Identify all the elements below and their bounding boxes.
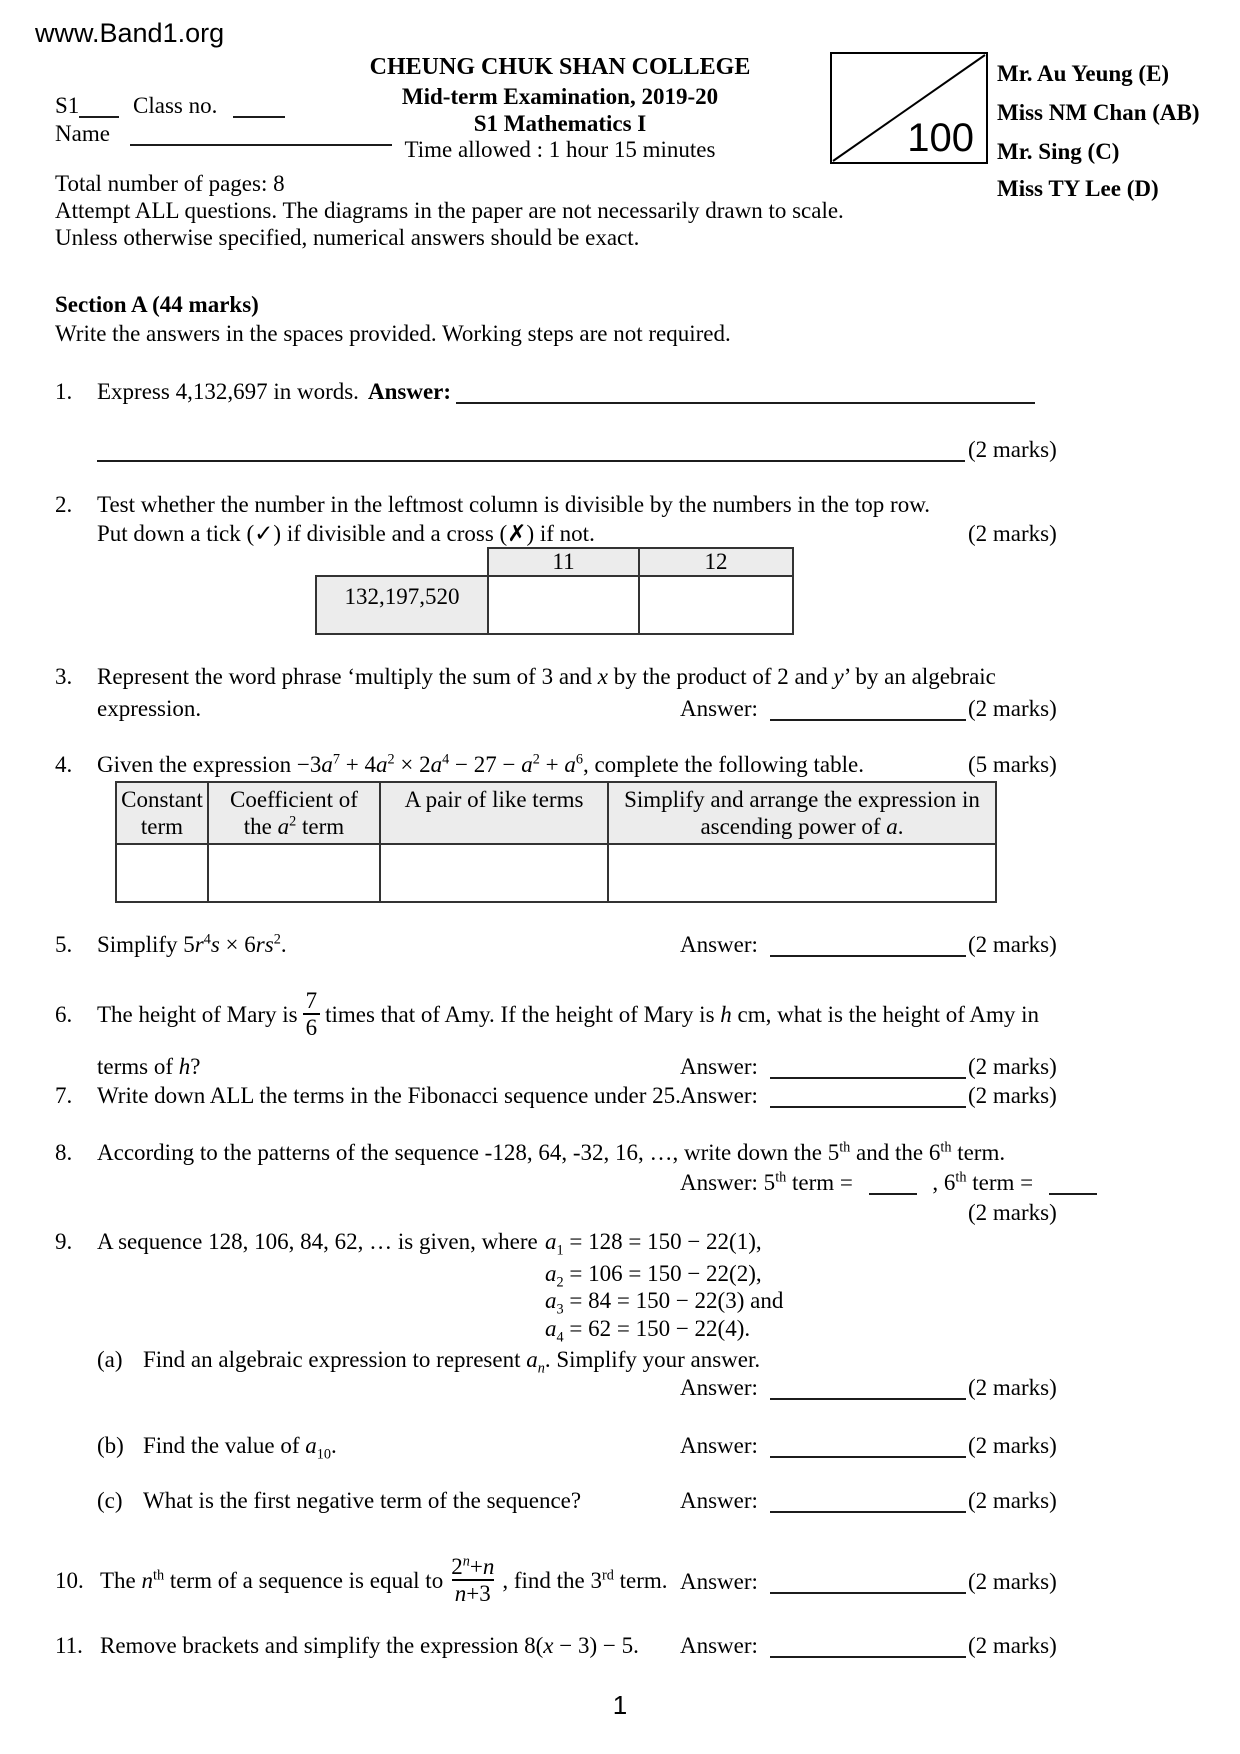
question-text: Test whether the number in the leftmost column is divisible by the numbers in the top row. bbox=[97, 492, 931, 517]
teacher-name: Mr. Sing (C) bbox=[997, 139, 1120, 164]
answer-blank[interactable] bbox=[456, 378, 1035, 404]
q4-answer-cell-4[interactable] bbox=[609, 845, 997, 903]
q5-row bbox=[0, 931, 1240, 961]
question-text: What is the first negative term of the sequence? bbox=[143, 1488, 582, 1513]
q2-row-label: 132,197,520 bbox=[315, 575, 489, 635]
q6-row1 bbox=[55, 985, 1039, 1043]
q4-answer-cell-1[interactable] bbox=[117, 845, 209, 903]
question-text: According to the patterns of the sequence -128, 64, -32, 16, …, write down the 5th and the 6th term. bbox=[97, 1139, 1006, 1165]
question-text: , find the 3rd term. bbox=[502, 1566, 668, 1593]
class-prefix: S1 bbox=[55, 93, 80, 118]
name-blank[interactable] bbox=[130, 122, 392, 146]
q8-answer-line: Answer: 5th term = , 6th term = bbox=[680, 1169, 1097, 1196]
answer-blank[interactable] bbox=[770, 1632, 966, 1658]
q9-row2 bbox=[0, 1260, 1240, 1290]
name-label: Name bbox=[55, 121, 110, 146]
marks-label: (2 marks) bbox=[968, 1375, 1057, 1400]
college-name: CHEUNG CHUK SHAN COLLEGE bbox=[369, 54, 751, 80]
answer-label: Answer: bbox=[680, 1054, 758, 1079]
time-allowed: Time allowed : 1 hour 15 minutes bbox=[404, 137, 716, 162]
marks-label: (2 marks) bbox=[968, 521, 1057, 546]
question-number: 10. bbox=[55, 1567, 84, 1593]
question-text: Remove brackets and simplify the expression 8(x − 3) − 5. bbox=[100, 1633, 639, 1658]
instruction-line: Attempt ALL questions. The diagrams in the paper are not necessarily drawn to scale. bbox=[55, 198, 844, 223]
question-number: 8. bbox=[55, 1140, 73, 1165]
question-text: The height of Mary is bbox=[97, 1001, 298, 1027]
q10-answer-row bbox=[0, 1568, 1240, 1598]
q9-equation: $a_4 = 62 = 150 - 22(4)$. bbox=[545, 1316, 751, 1346]
class-blank[interactable] bbox=[79, 94, 119, 118]
question-text: Find the value of $a_{10}$. bbox=[143, 1433, 337, 1463]
fraction-7-over-6: $\frac{7}{6}$ bbox=[303, 988, 321, 1041]
q4-table bbox=[115, 781, 997, 903]
q9-equation: $a_2 = 106 = 150 - 22(2)$, bbox=[545, 1261, 762, 1291]
subquestion-label: (a) bbox=[97, 1347, 123, 1372]
q1-row2 bbox=[0, 436, 1240, 466]
answer-blank[interactable] bbox=[770, 1082, 966, 1108]
answer-label: Answer: bbox=[368, 379, 452, 404]
answer-blank[interactable] bbox=[770, 931, 966, 957]
subject-title: S1 Mathematics I bbox=[473, 111, 647, 136]
question-text: A sequence 128, 106, 84, 62, … is given, where bbox=[97, 1229, 538, 1254]
question-number: 9. bbox=[55, 1229, 73, 1254]
q8-row2 bbox=[0, 1169, 1240, 1199]
total-pages: Total number of pages: 8 bbox=[55, 171, 285, 196]
teacher-name: Miss TY Lee (D) bbox=[997, 176, 1159, 201]
q4-header-constant-term: Constant term bbox=[117, 783, 209, 845]
q2-answer-cell-12[interactable] bbox=[638, 575, 794, 635]
answer-blank[interactable] bbox=[770, 1487, 966, 1513]
q4-header-like-terms: A pair of like terms bbox=[381, 783, 609, 845]
q9-row1 bbox=[0, 1228, 1240, 1258]
q2-answer-cell-11[interactable] bbox=[487, 575, 640, 635]
q7-row bbox=[0, 1082, 1240, 1112]
answer-label: Answer: bbox=[680, 1083, 758, 1108]
answer-blank[interactable] bbox=[97, 436, 965, 462]
marks-label: (2 marks) bbox=[968, 1433, 1057, 1458]
q4-answer-cell-2[interactable] bbox=[209, 845, 381, 903]
score-box bbox=[830, 52, 988, 164]
q9-equation: $a_3 = 84 = 150 - 22(3)$ and bbox=[545, 1288, 784, 1318]
answer-blank[interactable] bbox=[770, 1374, 966, 1400]
answer-label: Answer: bbox=[680, 1375, 758, 1400]
marks-label: (2 marks) bbox=[968, 1488, 1057, 1513]
fraction-2n-plus-n-over-n-plus-3: $\frac{2^n+n}{n+3}$ bbox=[451, 1553, 495, 1606]
answer-label: Answer: bbox=[680, 1569, 758, 1594]
marks-label: (2 marks) bbox=[968, 696, 1057, 721]
marks-label: (5 marks) bbox=[968, 752, 1057, 777]
answer-blank[interactable] bbox=[869, 1171, 917, 1195]
answer-label: Answer: bbox=[680, 932, 758, 957]
marks-label: (2 marks) bbox=[968, 437, 1057, 462]
answer-label: Answer: bbox=[680, 1433, 758, 1458]
exam-title: Mid-term Examination, 2019-20 bbox=[401, 84, 719, 109]
class-no-blank[interactable] bbox=[233, 94, 285, 118]
q9b-row bbox=[0, 1432, 1240, 1462]
question-number: 1. bbox=[55, 379, 73, 404]
question-text: The $n^{th}$ term of a sequence is equal to bbox=[100, 1566, 444, 1593]
q1-row bbox=[0, 378, 1240, 408]
q2-row2 bbox=[0, 520, 1240, 550]
question-number: 4. bbox=[55, 752, 73, 777]
question-text: Write down ALL the terms in the Fibonacci sequence under 25. bbox=[97, 1083, 681, 1108]
subquestion-label: (b) bbox=[97, 1433, 124, 1458]
q4-header-coefficient: Coefficient of the $a^2$ term bbox=[209, 783, 381, 845]
marks-label: (2 marks) bbox=[968, 1054, 1057, 1079]
question-number: 7. bbox=[55, 1083, 73, 1108]
teacher-name: Mr. Au Yeung (E) bbox=[997, 61, 1170, 86]
q8-row3 bbox=[0, 1199, 1240, 1229]
answer-label: Answer: bbox=[680, 696, 758, 721]
q9c-row bbox=[0, 1487, 1240, 1517]
question-text: Put down a tick (✓) if divisible and a cross (✗) if not. bbox=[97, 521, 595, 546]
q11-row bbox=[0, 1632, 1240, 1662]
answer-blank[interactable] bbox=[1049, 1171, 1097, 1195]
student-name-line bbox=[55, 120, 392, 147]
question-number: 6. bbox=[55, 1001, 73, 1027]
q2-col-header-11: 11 bbox=[487, 547, 640, 577]
class-no-label: Class no. bbox=[133, 93, 218, 118]
q4-row bbox=[0, 751, 1240, 781]
score-total: 100 bbox=[907, 116, 974, 160]
q8-row1 bbox=[0, 1139, 1240, 1169]
answer-label: Answer: bbox=[680, 1488, 758, 1513]
question-number: 11. bbox=[55, 1633, 83, 1658]
question-number: 2. bbox=[55, 492, 73, 517]
answer-blank[interactable] bbox=[770, 1568, 966, 1594]
page-number: 1 bbox=[612, 1690, 628, 1720]
instruction-line: Unless otherwise specified, numerical answers should be exact. bbox=[55, 225, 640, 250]
question-text: Represent the word phrase ‘multiply the sum of 3 and x by the product of 2 and y’ by an algebraic bbox=[97, 664, 996, 689]
question-text: Find an algebraic expression to represent $a_n$. Simplify your answer. bbox=[143, 1347, 761, 1377]
answer-blank[interactable] bbox=[770, 1432, 966, 1458]
q9-row3 bbox=[0, 1287, 1240, 1317]
q3-row2 bbox=[0, 695, 1240, 725]
marks-label: (2 marks) bbox=[968, 1633, 1057, 1658]
q9-row4 bbox=[0, 1315, 1240, 1345]
marks-label: (2 marks) bbox=[968, 932, 1057, 957]
question-text: expression. bbox=[97, 696, 202, 721]
marks-label: (2 marks) bbox=[968, 1569, 1057, 1594]
question-text: times that of Amy. If the height of Mary is h cm, what is the height of Amy in bbox=[325, 1001, 1040, 1027]
q9a-row bbox=[0, 1346, 1240, 1376]
q2-col-header-12: 12 bbox=[638, 547, 794, 577]
marks-label: (2 marks) bbox=[968, 1083, 1057, 1108]
site-watermark: www.Band1.org bbox=[35, 18, 225, 48]
answer-blank[interactable] bbox=[770, 695, 966, 721]
answer-label: Answer: bbox=[680, 1633, 758, 1658]
question-text: Simplify $5r^4s \times 6rs^2$. bbox=[97, 931, 287, 957]
q6-row2 bbox=[0, 1053, 1240, 1083]
question-text: terms of h? bbox=[97, 1054, 201, 1079]
section-a-subtitle: Write the answers in the spaces provided. Working steps are not required. bbox=[55, 321, 731, 346]
q4-header-simplify: Simplify and arrange the expression in ascending power of a. bbox=[609, 783, 997, 845]
question-number: 3. bbox=[55, 664, 73, 689]
marks-label: (2 marks) bbox=[968, 1200, 1057, 1225]
subquestion-label: (c) bbox=[97, 1488, 123, 1513]
question-text: Express 4,132,697 in words. bbox=[97, 379, 359, 404]
question-text: Given the expression $-3a^7 + 4a^2 \times 2a^4 - 27 - a^2 + a^6$, complete the following table. bbox=[97, 751, 864, 777]
q2-row1 bbox=[0, 491, 1240, 521]
question-number: 5. bbox=[55, 932, 73, 957]
answer-blank[interactable] bbox=[770, 1053, 966, 1079]
teacher-name: Miss NM Chan (AB) bbox=[997, 100, 1200, 125]
student-class-line bbox=[55, 92, 285, 119]
q9-equation: $a_1 = 128 = 150 - 22(1)$, bbox=[545, 1229, 762, 1259]
q9a-answer-row bbox=[0, 1374, 1240, 1404]
q4-answer-cell-3[interactable] bbox=[381, 845, 609, 903]
q3-row1 bbox=[0, 663, 1240, 693]
section-a-title: Section A (44 marks) bbox=[55, 292, 259, 317]
